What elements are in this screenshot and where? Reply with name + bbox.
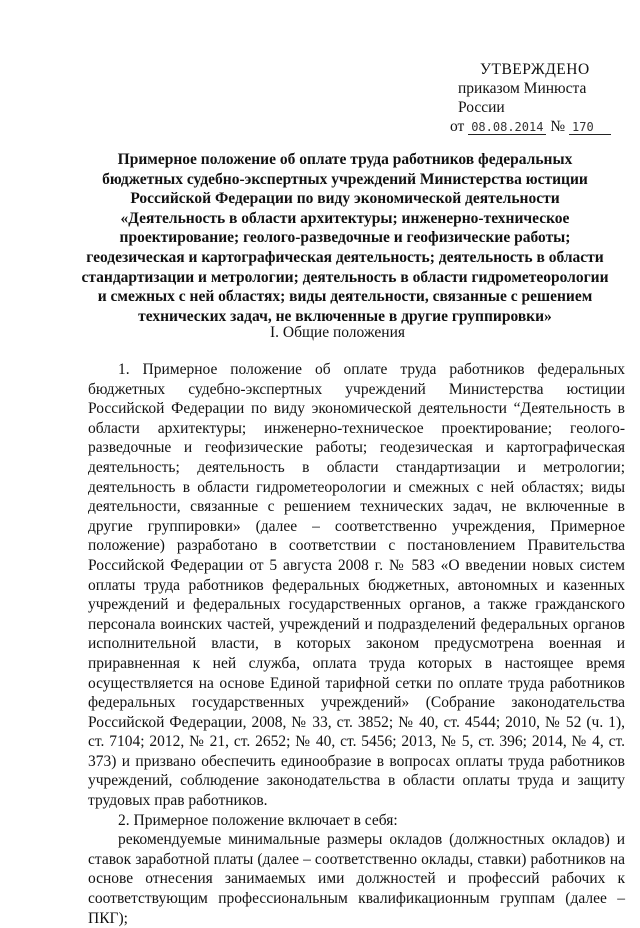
order-date: 08.08.2014 [468, 120, 546, 135]
paragraph: 2. Примерное положение включает в себя: [118, 811, 398, 829]
section-heading: I. Общие положения [269, 324, 406, 341]
approved-label: УТВЕРЖДЕНО [480, 61, 590, 78]
order-number: 170 [569, 120, 611, 135]
approval-stamp [450, 60, 630, 136]
document-title: Примерное положение об оплате труда работников федеральных бюджетных судебно-экспертных учреждений Министерства юстиции Российской Федерации по виду экономической деятельности «Деятельность в области архитектуры; инженерно-техническое проектирование; геолого-разведочные и геофизические работы; геодезическая и картографическая деятельность; деятельность в области стандартизации и метрологии; деятельность в области гидрометеорологии и смежных с ней областях; виды деятельности, связанные с решением технических задач, не включенные в другие группировки» [81, 151, 609, 325]
order-label: приказом Минюста России [458, 80, 587, 116]
date-prefix: от [450, 118, 465, 135]
paragraph: 1. Примерное положение об оплате труда работников федеральных бюджетных судебно-экспертных учреждений Министерства юстиции Российской Федерации по виду экономической деятельности “Деятельность в области архитектуры; инженерно-техническое проектирование; геолого-разведочные и геофизические работы; геодезическая и картографическая деятельность; деятельность в области стандартизации и метрологии; деятельность в области гидрометеорологии и смежных с ней областях; виды деятельности, связанные с решением технических задач, не включенные в другие группировки» (далее – соответственно учреждения, Примерное положение) разработано в соответствии с постановлением Правительства Российской Федерации от 5 августа 2008 г. № 583 «О введении новых систем оплаты труда работников федеральных бюджетных, автономных и казенных учреждений и федеральных государственных органов, а также гражданского персонала воинских частей, учреждений и подразделений федеральных органов исполнительной власти, в которых законом предусмотрена военная и приравненная к ней служба, оплата труда которых в настоящее время осуществляется на основе Единой тарифной сетки по оплате труда работников федеральных государственных учреждений» (Собрание законодательства Российской Федерации, 2008, № 33, ст. 3852; № 40, ст. 4544; 2010, № 52 (ч. 1), ст. 7104; 2012, № 21, ст. 2652; № 40, ст. 5456; 2013, № 5, ст. 396; 2014, № 4, ст. 373) и призвано обеспечить единообразие в вопросах оплаты труда работников учреждений, соблюдение законодательства в области оплаты труда и защиту трудовых прав работников. [88, 361, 625, 810]
document-body [88, 360, 625, 928]
order-date-line [450, 117, 630, 136]
paragraph: рекомендуемые минимальные размеры окладов (должностных окладов) и ставок заработной платы (далее – соответственно оклады, ставки) работников на основе отнесения занимаемых ими должностей и профессий рабочих к соответствующим профессиональным квалификационным группам (далее – ПКГ); [88, 831, 625, 927]
number-prefix: № [550, 118, 566, 135]
